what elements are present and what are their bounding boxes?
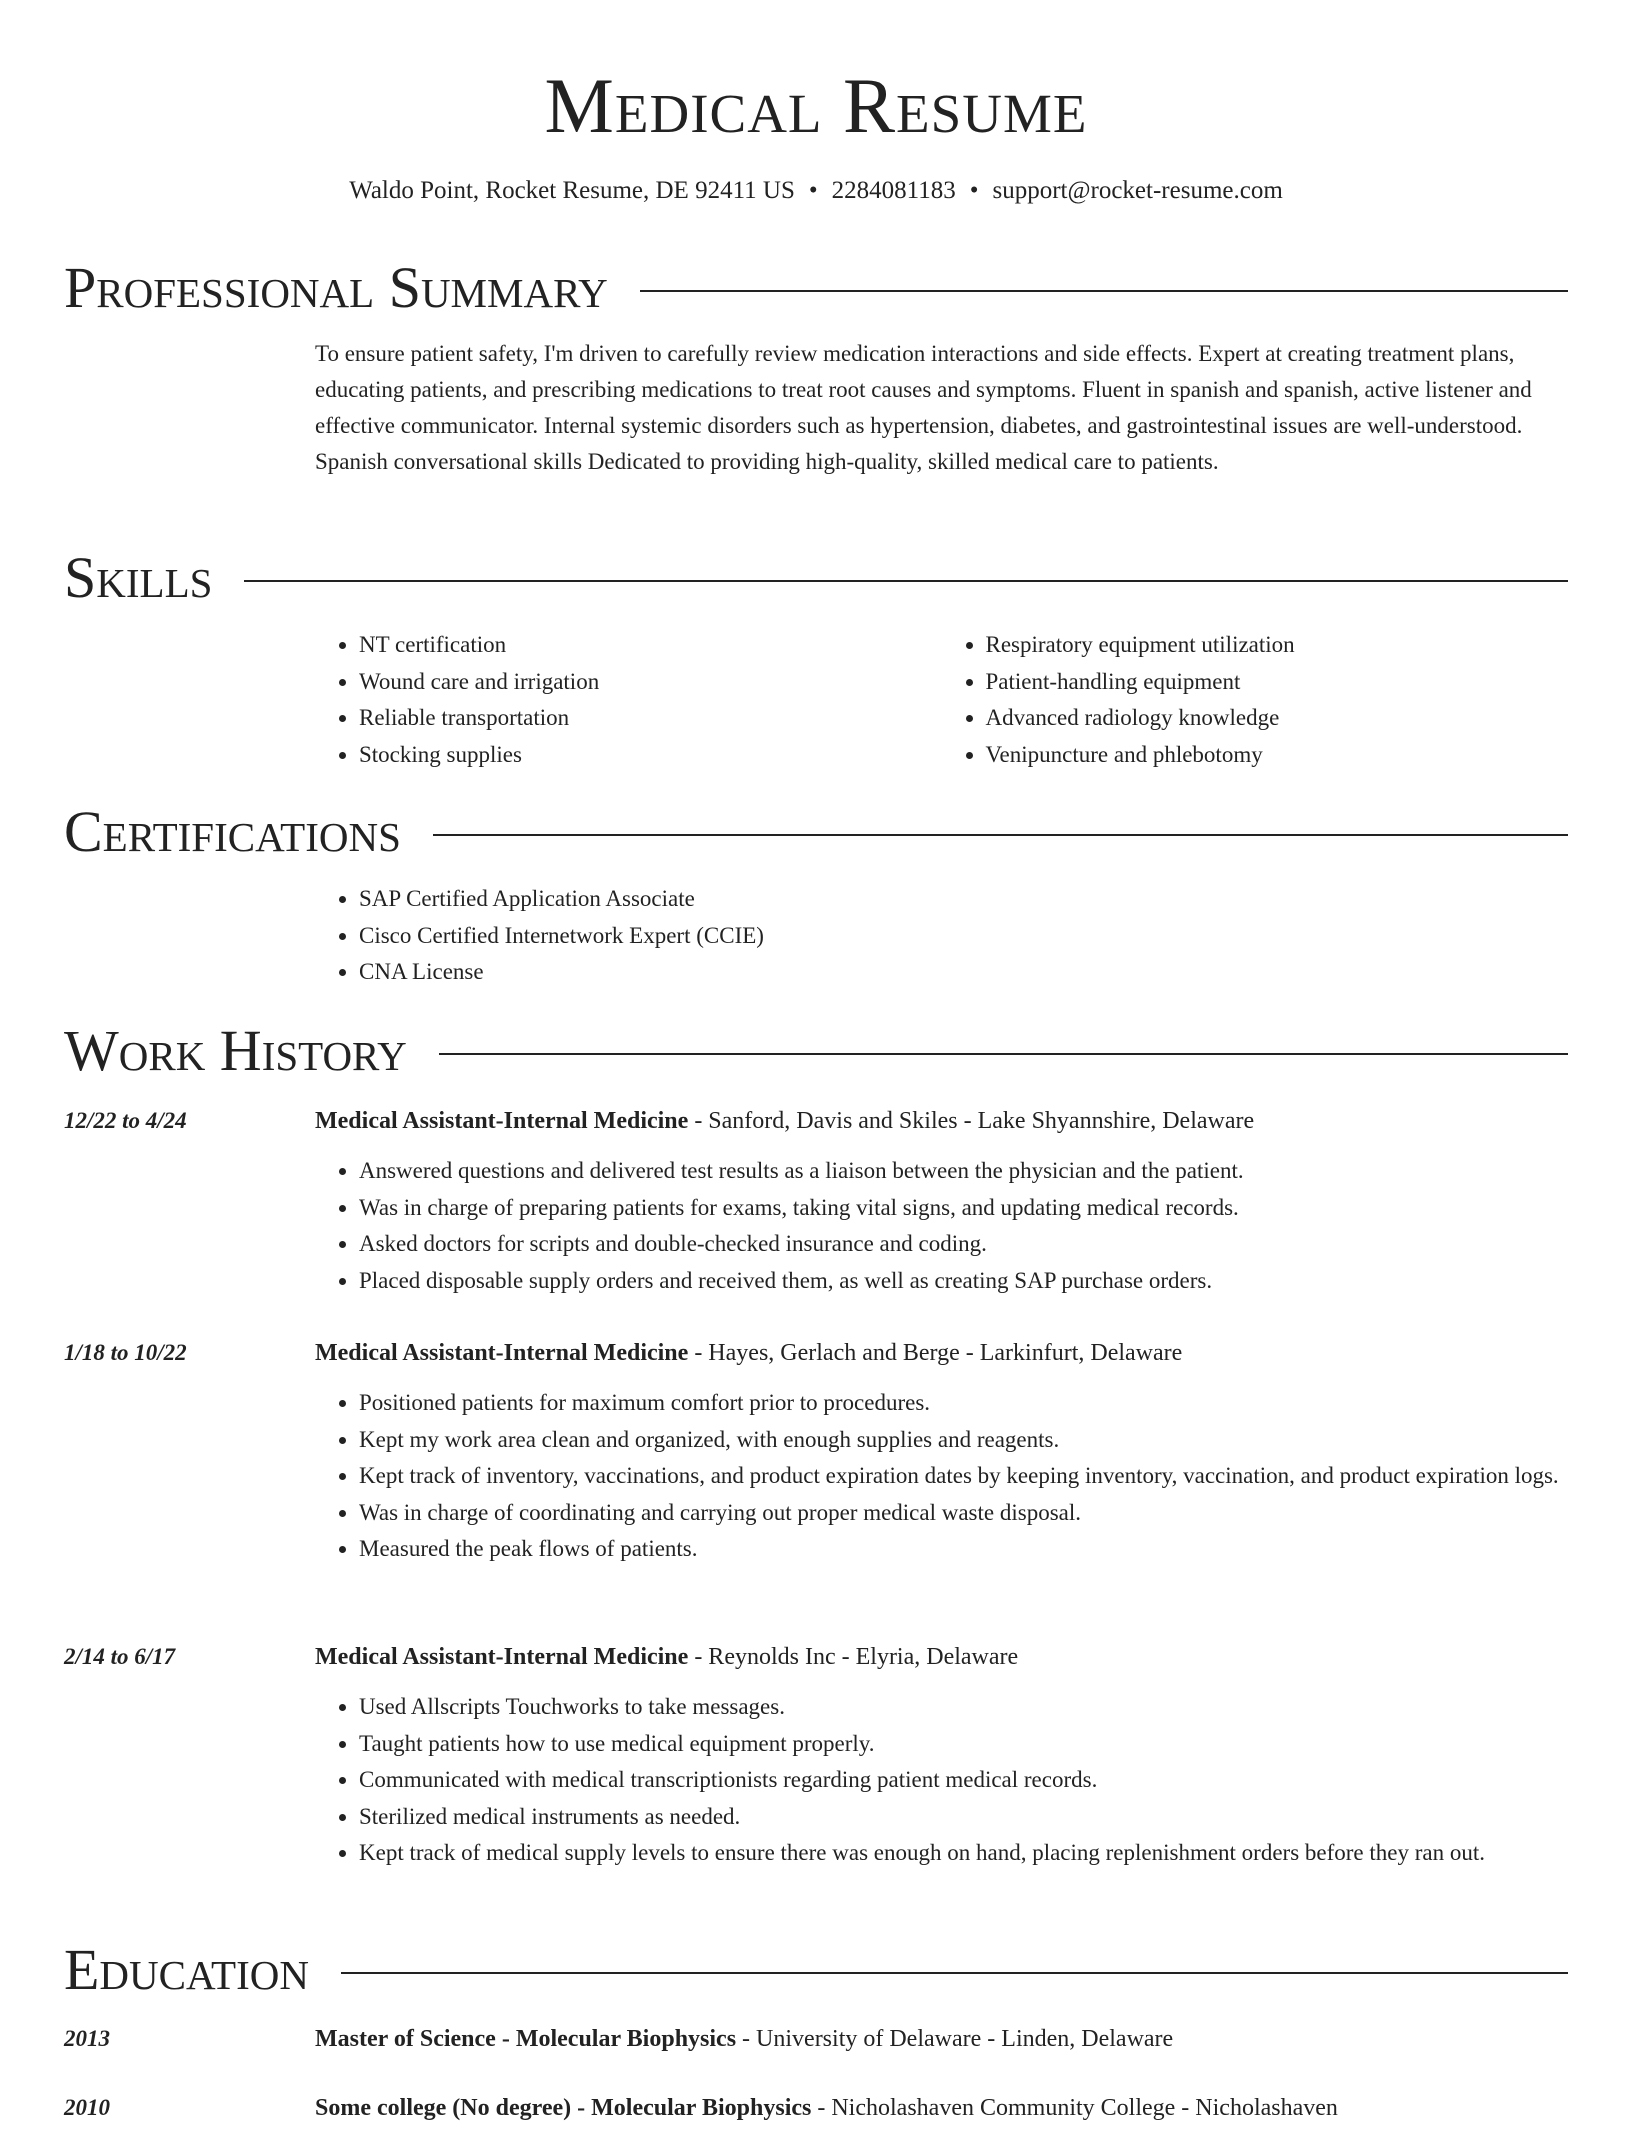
education-school: - Nicholashaven Community College - Nicholashaven xyxy=(811,2095,1338,2121)
job-title-line xyxy=(315,1335,1568,1371)
contact-email[interactable]: support@rocket-resume.com xyxy=(992,177,1283,204)
certification-item: • CNA License xyxy=(359,954,1568,991)
job-duty: • Answered questions and delivered test results as a liaison between the physician and the patient. xyxy=(359,1153,1568,1190)
job-duty: • Sterilized medical instruments as needed. xyxy=(359,1799,1568,1836)
job-duty: • Communicated with medical transcriptionists regarding patient medical records. xyxy=(359,1762,1568,1799)
job-title: Medical Assistant-Internal Medicine xyxy=(315,1644,689,1670)
job-duty: • Kept track of inventory, vaccinations, and product expiration dates by keeping inventory, vaccination, and product expiration logs. xyxy=(359,1458,1568,1495)
job-duties xyxy=(315,1385,1568,1568)
section-divider xyxy=(439,1053,1568,1055)
contact-separator: • xyxy=(808,177,818,204)
certification-item: • Cisco Certified Internetwork Expert (CCIE) xyxy=(359,918,1568,955)
job-duty: • Asked doctors for scripts and double-checked insurance and coding. xyxy=(359,1226,1568,1263)
skills-list xyxy=(315,627,1568,773)
summary-text: To ensure patient safety, I'm driven to carefully review medication interactions and side effects. Expert at creating treatment plans, educating patients, and prescribing medications to treat root causes and symptoms. Fluent in spanish and spanish, active listener and effective communicator. Internal systemic disorders such as hypertension, diabetes, and gastrointestinal issues are well-understood. Spanish conversational skills Dedicated to providing high-quality, skilled medical care to patients. xyxy=(315,341,1532,474)
education-year: 2013 xyxy=(64,2026,110,2051)
job-duty: • Positioned patients for maximum comfort prior to procedures. xyxy=(359,1385,1568,1422)
job-duty: • Placed disposable supply orders and received them, as well as creating SAP purchase orders. xyxy=(359,1263,1568,1300)
contact-phone: 2284081183 xyxy=(831,177,956,204)
certifications-section-header xyxy=(64,800,1568,864)
education-entry xyxy=(315,2021,1568,2071)
certification-item: • SAP Certified Application Associate xyxy=(359,881,1568,918)
job-company: - Sanford, Davis and Skiles - Lake Shyannshire, Delaware xyxy=(688,1108,1255,1134)
job-entry xyxy=(315,1639,1568,1872)
job-duty: • Kept my work area clean and organized, with enough supplies and reagents. xyxy=(359,1422,1568,1459)
section-divider xyxy=(433,834,1568,836)
job-dates: 1/18 to 10/22 xyxy=(64,1340,187,1365)
skill-item: • Stocking supplies xyxy=(359,737,942,774)
education-entry xyxy=(315,2090,1568,2140)
section-heading: Skills xyxy=(64,545,213,610)
job-duty: • Kept track of medical supply levels to ensure there was enough on hand, placing replenishment orders before they ran out. xyxy=(359,1835,1568,1872)
job-duty: • Used Allscripts Touchworks to take messages. xyxy=(359,1689,1568,1726)
job-company: - Reynolds Inc - Elyria, Delaware xyxy=(688,1644,1019,1670)
education-title-line xyxy=(315,2090,1568,2126)
summary-section-header xyxy=(64,256,1568,320)
skills-section-header xyxy=(64,546,1568,610)
section-heading: Education xyxy=(64,1937,309,2002)
skill-item: • Advanced radiology knowledge xyxy=(986,700,1569,737)
skills-column-left xyxy=(315,627,942,773)
skill-item: • Venipuncture and phlebotomy xyxy=(986,737,1569,774)
contact-separator: • xyxy=(969,177,979,204)
job-duties xyxy=(315,1153,1568,1299)
job-entry xyxy=(315,1335,1568,1568)
job-entry xyxy=(315,1103,1568,1299)
skills-column-right xyxy=(942,627,1569,773)
job-title: Medical Assistant-Internal Medicine xyxy=(315,1108,689,1134)
contact-address: Waldo Point, Rocket Resume, DE 92411 US xyxy=(349,177,795,204)
education-title-line xyxy=(315,2021,1568,2057)
contact-line xyxy=(0,176,1632,206)
work-history-section-header xyxy=(64,1019,1568,1083)
job-title-line xyxy=(315,1103,1568,1139)
education-degree: Some college (No degree) - Molecular Biophysics xyxy=(315,2095,812,2121)
education-year: 2010 xyxy=(64,2095,110,2120)
job-title: Medical Assistant-Internal Medicine xyxy=(315,1340,689,1366)
section-heading: Professional Summary xyxy=(64,255,608,320)
job-dates: 2/14 to 6/17 xyxy=(64,1644,176,1669)
job-title-line xyxy=(315,1639,1568,1675)
job-dates: 12/22 to 4/24 xyxy=(64,1108,187,1133)
section-heading: Work History xyxy=(64,1018,407,1083)
education-degree: Master of Science - Molecular Biophysics xyxy=(315,2026,737,2052)
job-company: - Hayes, Gerlach and Berge - Larkinfurt, Delaware xyxy=(688,1340,1183,1366)
skill-item: • NT certification xyxy=(359,627,942,664)
section-heading: Certifications xyxy=(64,799,401,864)
education-section-header xyxy=(64,1938,1568,2002)
skill-item: • Reliable transportation xyxy=(359,700,942,737)
skill-item: • Patient-handling equipment xyxy=(986,664,1569,701)
job-duties xyxy=(315,1689,1568,1872)
job-duty: • Taught patients how to use medical equipment properly. xyxy=(359,1726,1568,1763)
skill-item: • Respiratory equipment utilization xyxy=(986,627,1569,664)
job-duty: • Was in charge of coordinating and carrying out proper medical waste disposal. xyxy=(359,1495,1568,1532)
resume-name: Medical Resume xyxy=(544,62,1088,149)
job-duty: • Was in charge of preparing patients for exams, taking vital signs, and updating medical records. xyxy=(359,1190,1568,1227)
section-divider xyxy=(244,580,1568,582)
summary-block xyxy=(315,336,1568,480)
section-divider xyxy=(341,1972,1568,1974)
education-school: - University of Delaware - Linden, Delaware xyxy=(736,2026,1174,2052)
section-divider xyxy=(640,290,1568,292)
certifications-list xyxy=(315,881,1568,991)
skill-item: • Wound care and irrigation xyxy=(359,664,942,701)
job-duty: • Measured the peak flows of patients. xyxy=(359,1531,1568,1568)
